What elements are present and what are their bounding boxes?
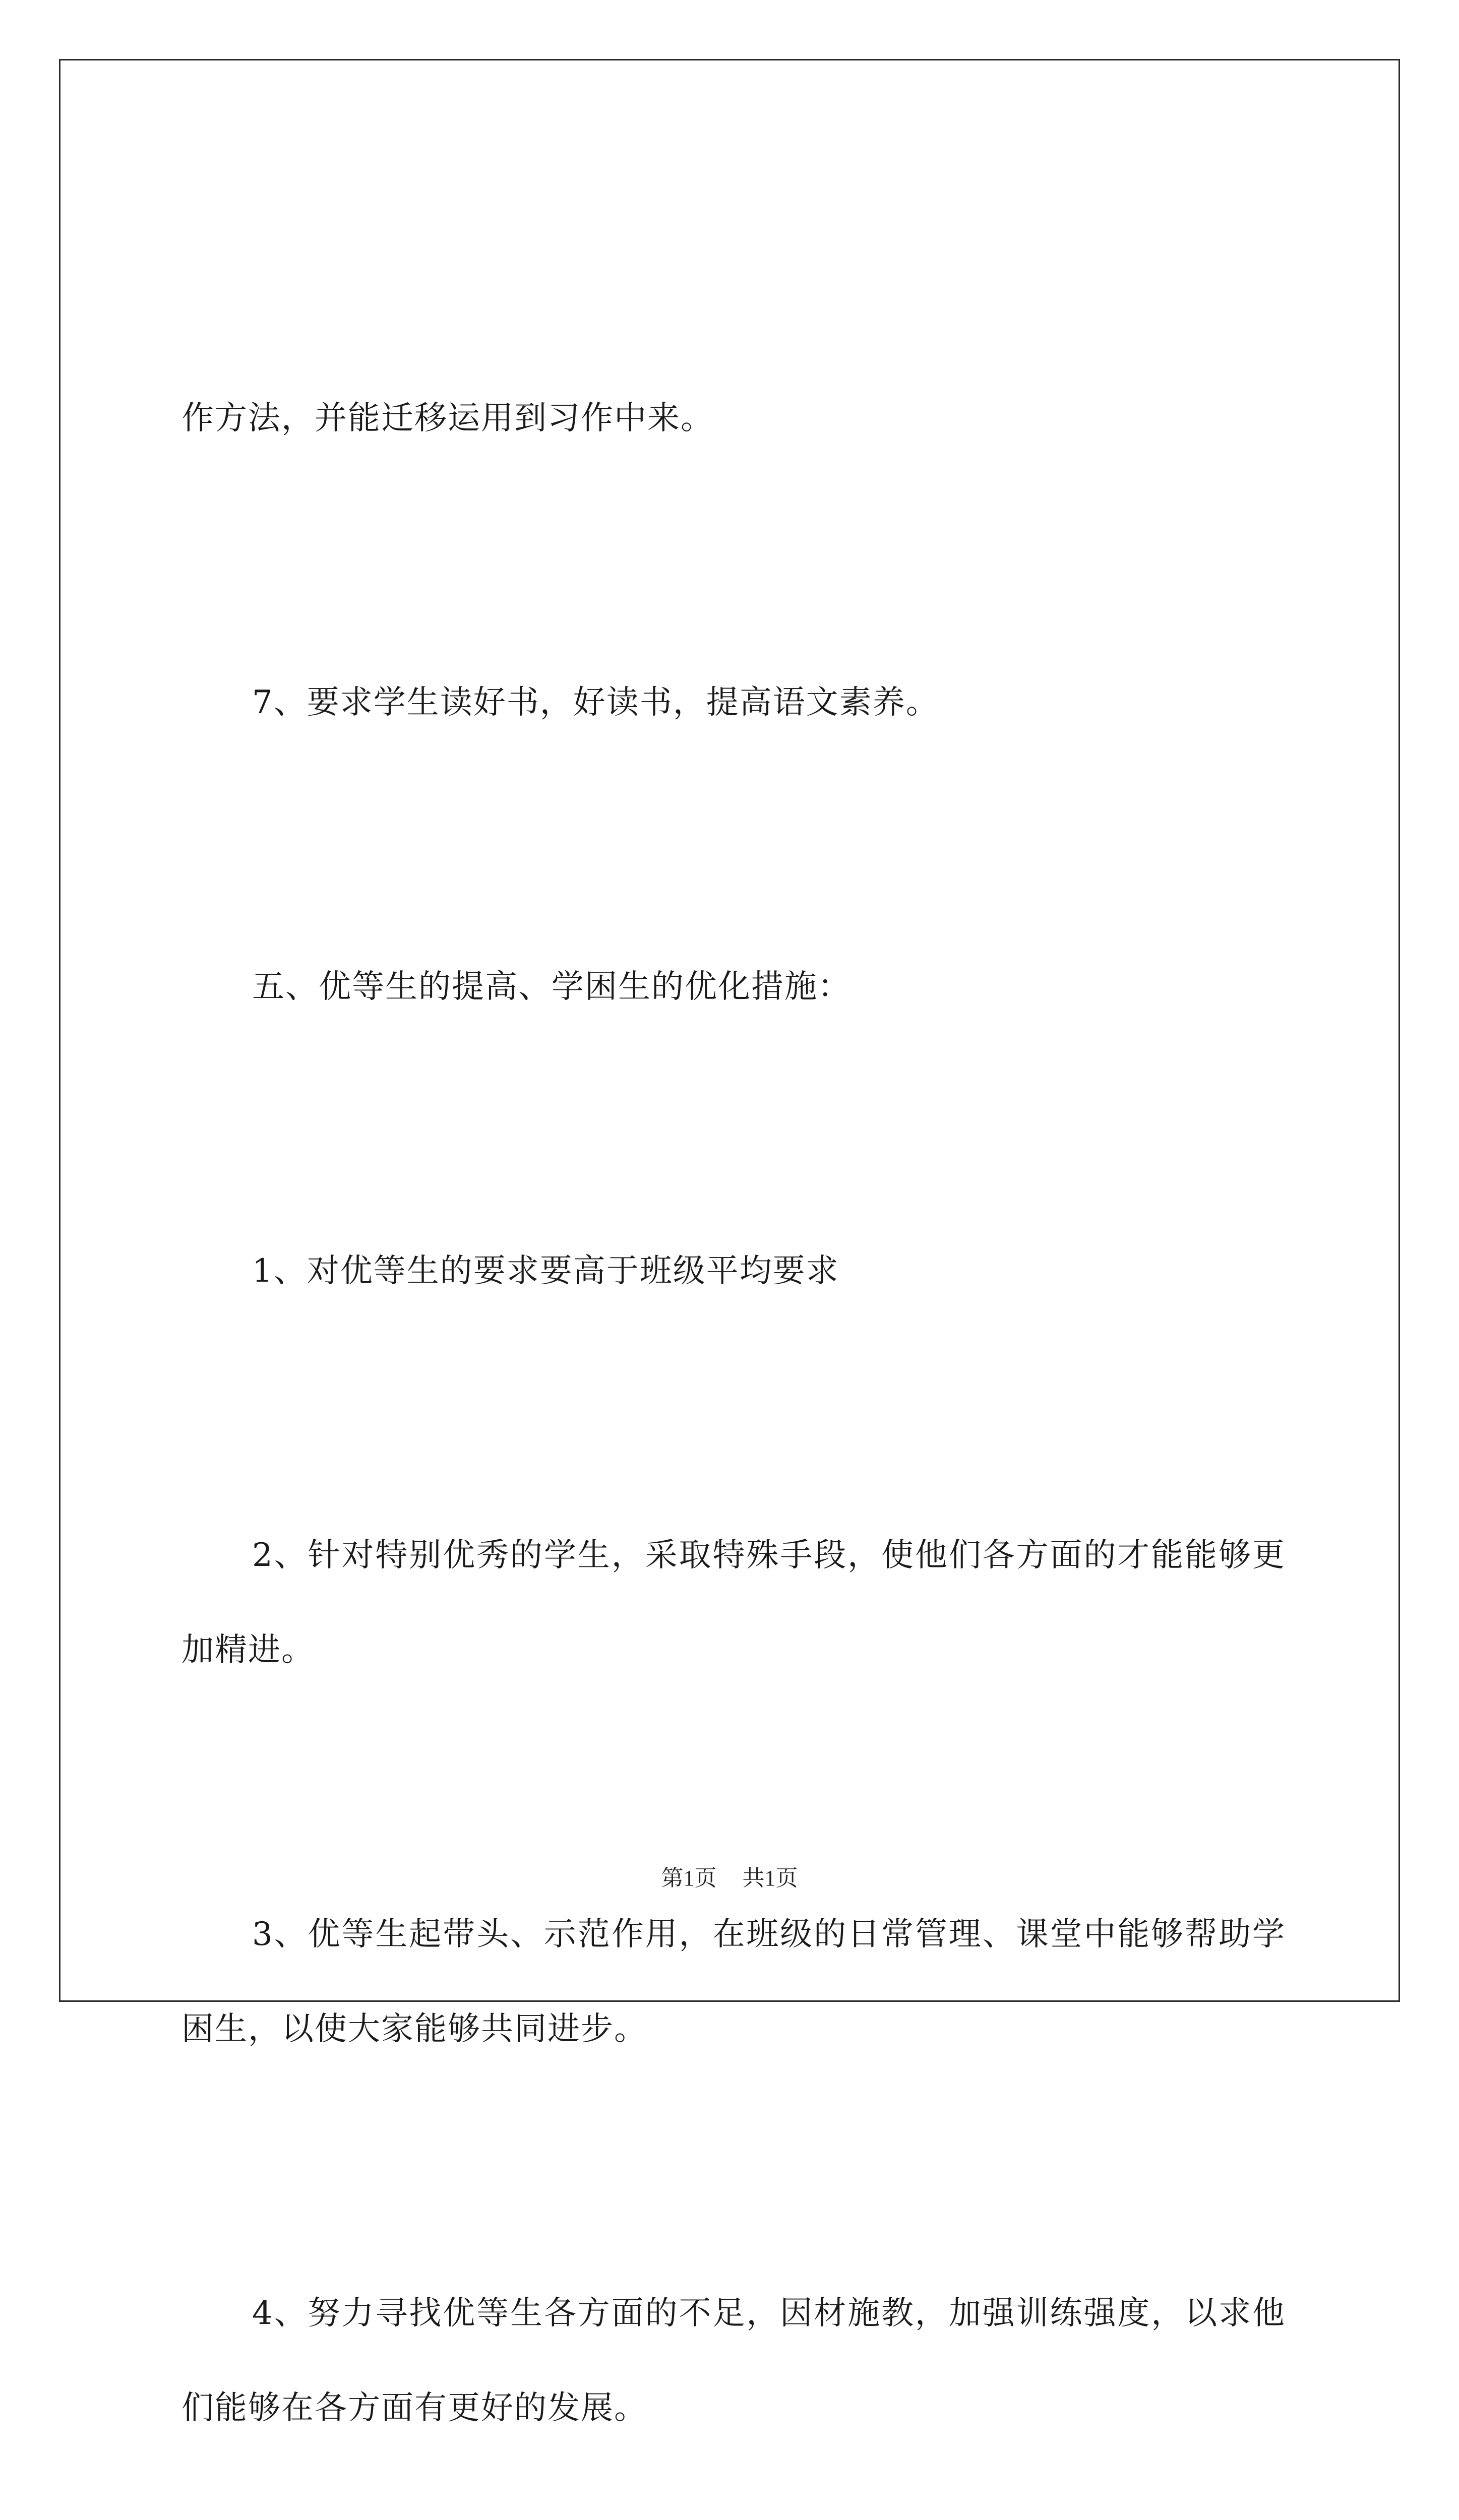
paragraph: 7、要求学生读好书，好读书，提高语文素养。 [252,684,939,721]
section-heading: 五、优等生的提高、学困生的优化措施： [252,968,851,1005]
page-footer [0,1860,1459,1892]
paragraph: 作方法，并能迁移运用到习作中来。 [181,400,714,437]
paragraph: 2、针对特别优秀的学生，采取特殊手段，使他们各方面的才能能够更加精进。 [181,1537,1286,1669]
paragraph: 3、优等生起带头、示范作用，在班级的日常管理、课堂中能够帮助学困生，以使大家能够共同进步。 [181,1916,1286,2048]
document-body [181,181,1286,2520]
page-total: 共1页 [742,1866,798,1891]
paragraph: 1、对优等生的要求要高于班级平均要求 [252,1252,839,1290]
paragraph: 4、努力寻找优等生各方面的不足，因材施教，加强训练强度，以求他们能够在各方面有更好的发展。 [181,2295,1286,2427]
page-number: 第1页 [661,1866,717,1891]
